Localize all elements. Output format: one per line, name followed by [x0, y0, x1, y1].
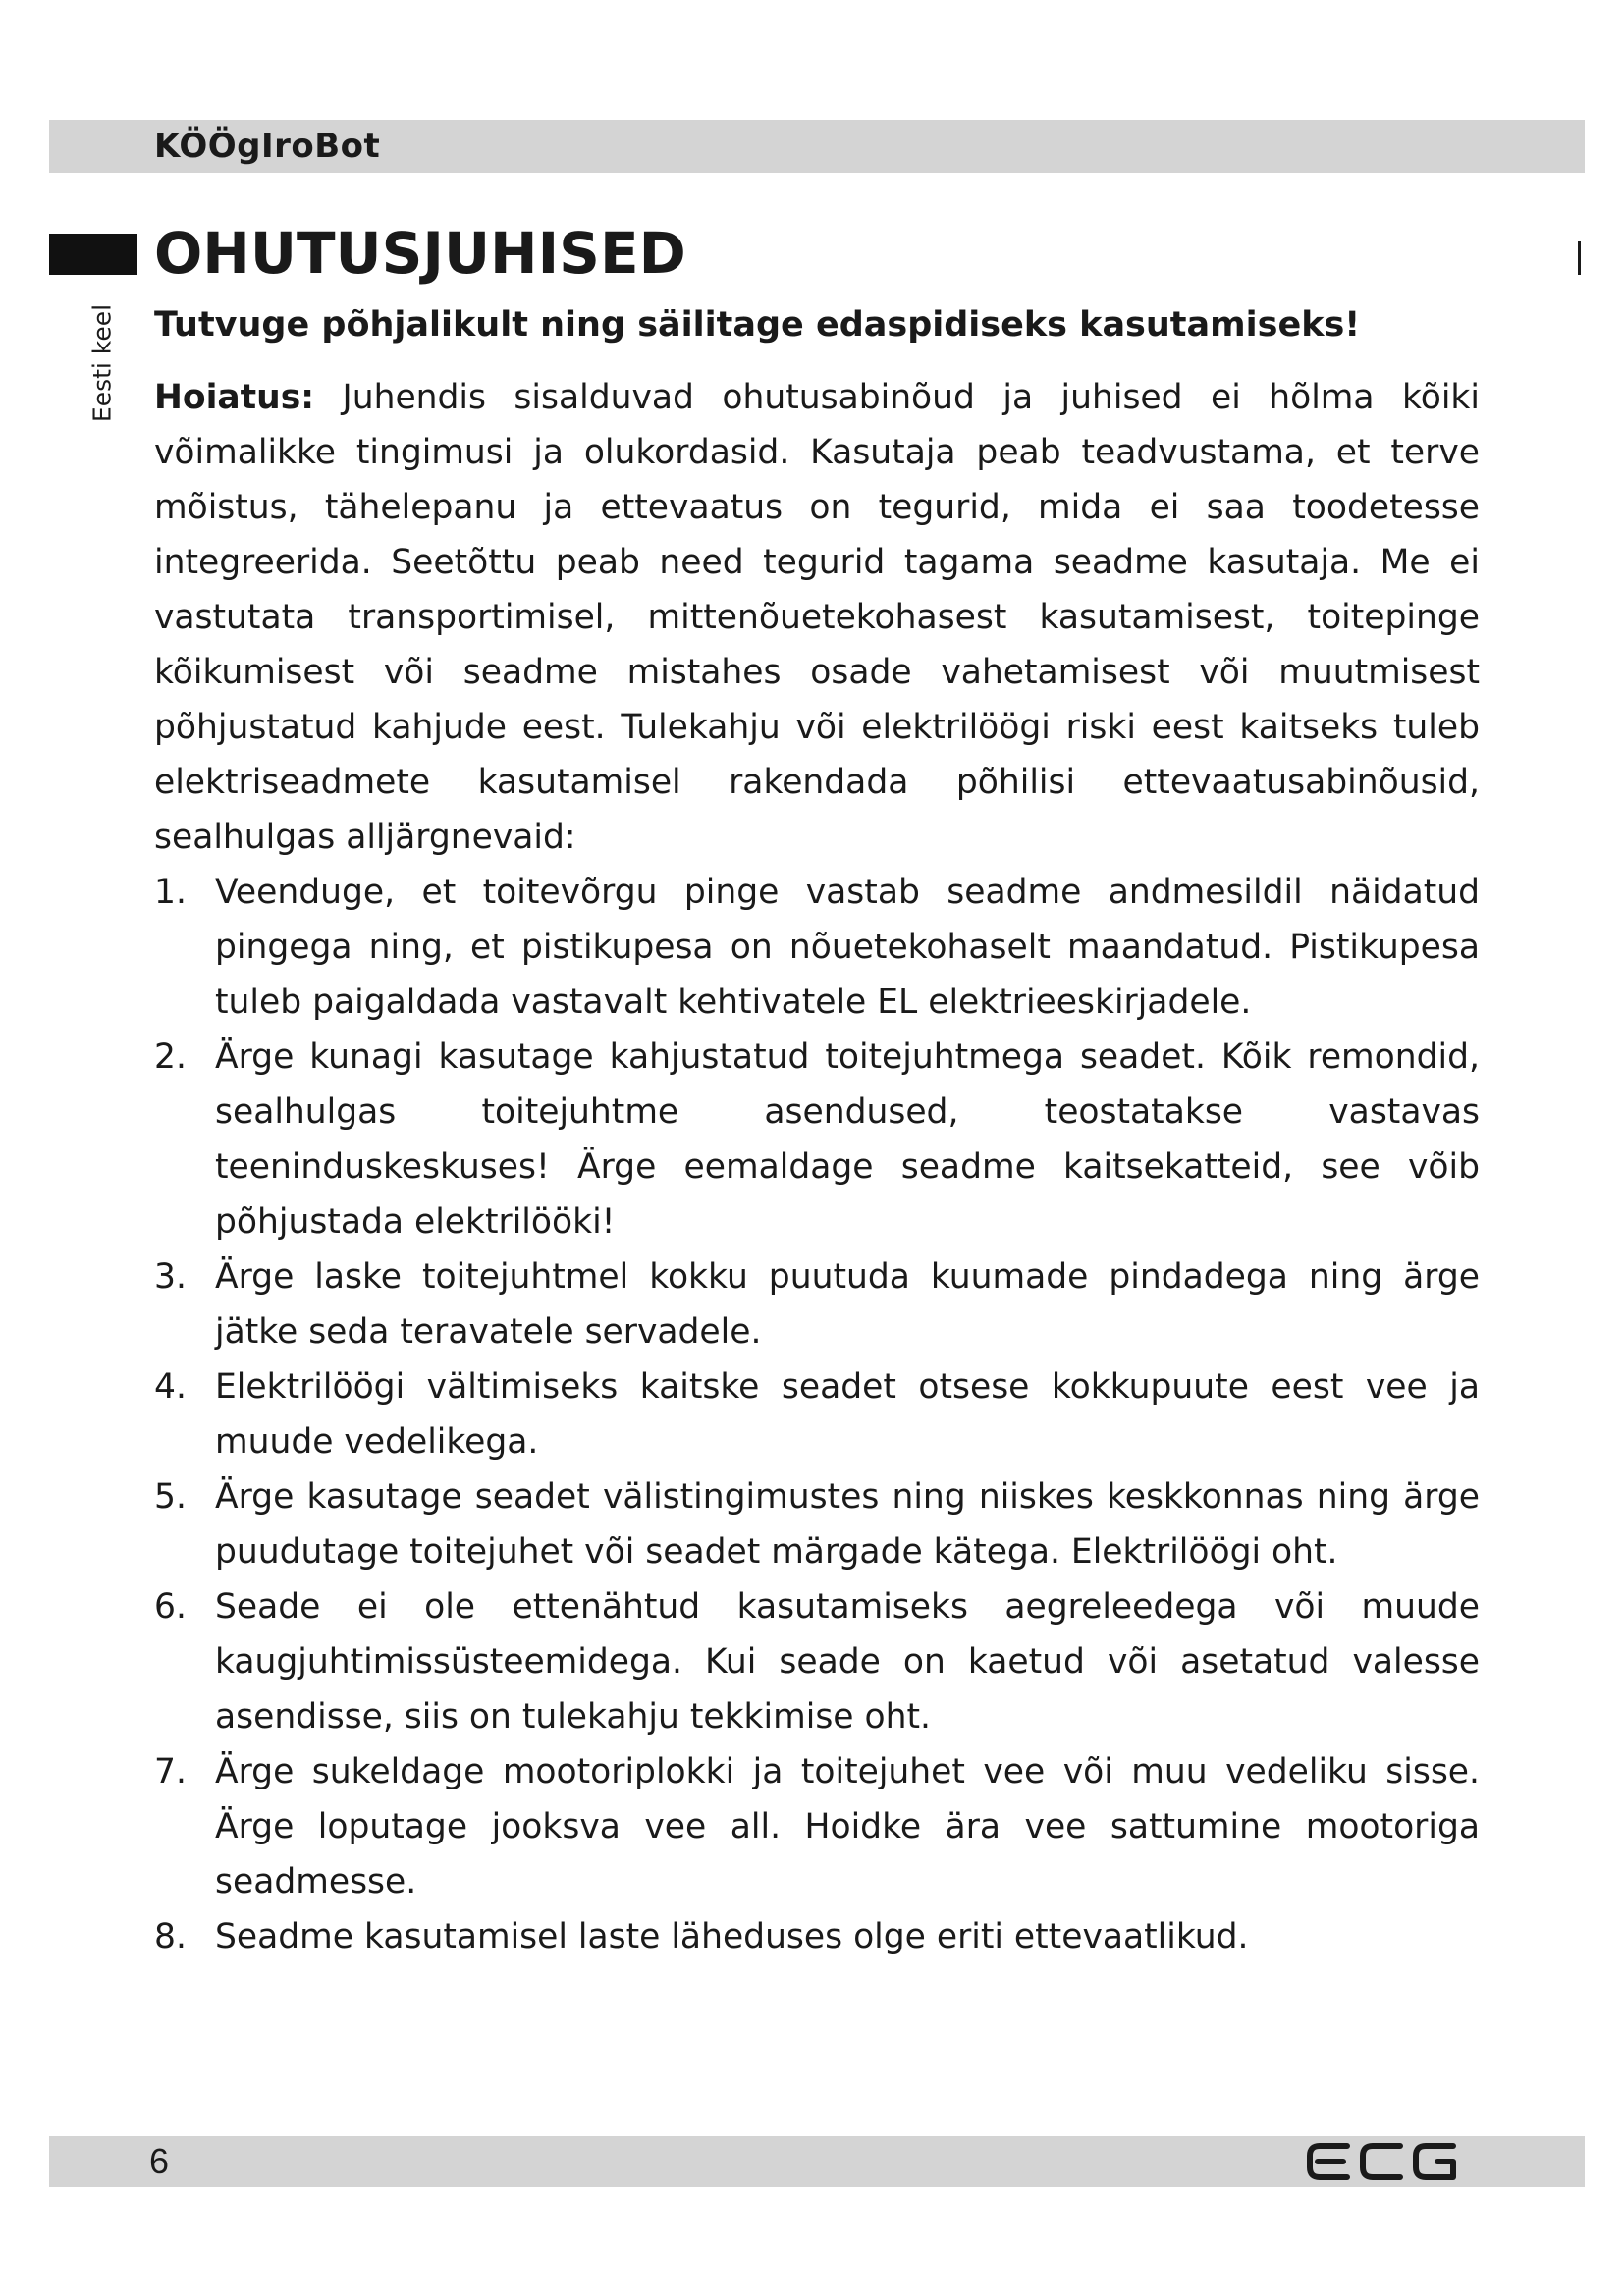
list-item-text: Ärge sukeldage mootoriplokki ja toitejuhet vee või muu vedeliku sisse. Ärge loputage jooksva vee all. Hoidke ära vee sattumine mootoriga seadmesse. [215, 1752, 1480, 1901]
list-item-text: Ärge kunagi kasutage kahjustatud toitejuhtmega seadet. Kõik remondid, sealhulgas toitejuhtme asendused, teostatakse vastavas teeninduskeskuses! Ärge eemaldage seadme kaitsekatteid, see võib põhjustada elektrilööki! [215, 1038, 1480, 1242]
ecg-logo [1306, 2140, 1463, 2183]
section-title: OHUTUSJUHISED [154, 220, 686, 287]
list-item-text: Ärge laske toitejuhtmel kokku puutuda kuumade pindadega ning ärge jätke seda teravatele servadele. [215, 1257, 1480, 1352]
warning-paragraph [154, 370, 1480, 865]
list-item-number: 6. [154, 1587, 187, 1627]
page-number: 6 [149, 2141, 170, 2181]
safety-list [154, 865, 1480, 1964]
list-item [154, 1250, 1480, 1360]
list-item [154, 1579, 1480, 1744]
list-item-text: Elektrilöögi vältimiseks kaitske seadet otsese kokkupuute eest vee ja muude vedelikega. [215, 1367, 1480, 1462]
list-item-number: 8. [154, 1917, 187, 1956]
list-item-number: 7. [154, 1752, 187, 1791]
list-item-number: 5. [154, 1477, 187, 1517]
main-content [154, 297, 1480, 1964]
list-item [154, 1360, 1480, 1469]
list-item-text: Ärge kasutage seadet välistingimustes ning niiskes keskkonnas ning ärge puudutage toitejuhet või seadet märgade kätega. Elektrilöögi oht. [215, 1477, 1480, 1572]
list-item-text: Seade ei ole ettenähtud kasutamiseks aegreleedega või muude kaugjuhtimissüsteemidega. Kui seade on kaetud või asetatud valesse asendisse, siis on tulekahju tekkimise oht. [215, 1587, 1480, 1736]
list-item-number: 4. [154, 1367, 187, 1407]
list-item [154, 865, 1480, 1030]
list-item-number: 2. [154, 1038, 187, 1077]
list-item [154, 1469, 1480, 1579]
warning-text: Juhendis sisalduvad ohutusabinõud ja juhised ei hõlma kõiki võimalikke tingimusi ja olukordasid. Kasutaja peab teadvustama, et terve mõistus, tähelepanu ja ettevaatus on tegurid, mida ei saa toodetesse integreerida. Seetõttu peab need tegurid tagama seadme kasutaja. Me ei vastutata transportimisel, mittenõuetekohasest kasutamisest, toitepinge kõikumisest või seadme mistahes osade vahetamisest või muutmisest põhjustatud kahjude eest. Tulekahju või elektrilöögi riski eest kaitseks tuleb elektriseadmete kasutamisel rakendada põhilisi ettevaatusabinõusid, sealhulgas alljärgnevaid: [154, 378, 1480, 857]
side-language-label: Eesti keel [87, 303, 117, 423]
list-item-text: Seadme kasutamisel laste läheduses olge eriti ettevaatlikud. [215, 1917, 1249, 1956]
warning-label: Hoiatus: [154, 378, 315, 417]
list-item-number: 3. [154, 1257, 187, 1297]
list-item [154, 1909, 1480, 1964]
header-title: KÖÖgIroBot [154, 127, 381, 166]
list-item-text: Veenduge, et toitevõrgu pinge vastab seadme andmesildil näidatud pingega ning, et pistikupesa on nõuetekohaselt maandatud. Pistikupesa tuleb paigaldada vastavalt kehtivatele EL elektrieeskirjadele. [215, 873, 1480, 1022]
list-item-number: 1. [154, 873, 187, 912]
section-marker [49, 234, 137, 275]
list-item [154, 1030, 1480, 1250]
page-edge-tick [1578, 241, 1581, 275]
section-subtitle: Tutvuge põhjalikult ning säilitage edaspidiseks kasutamiseks! [154, 305, 1361, 345]
list-item [154, 1744, 1480, 1909]
